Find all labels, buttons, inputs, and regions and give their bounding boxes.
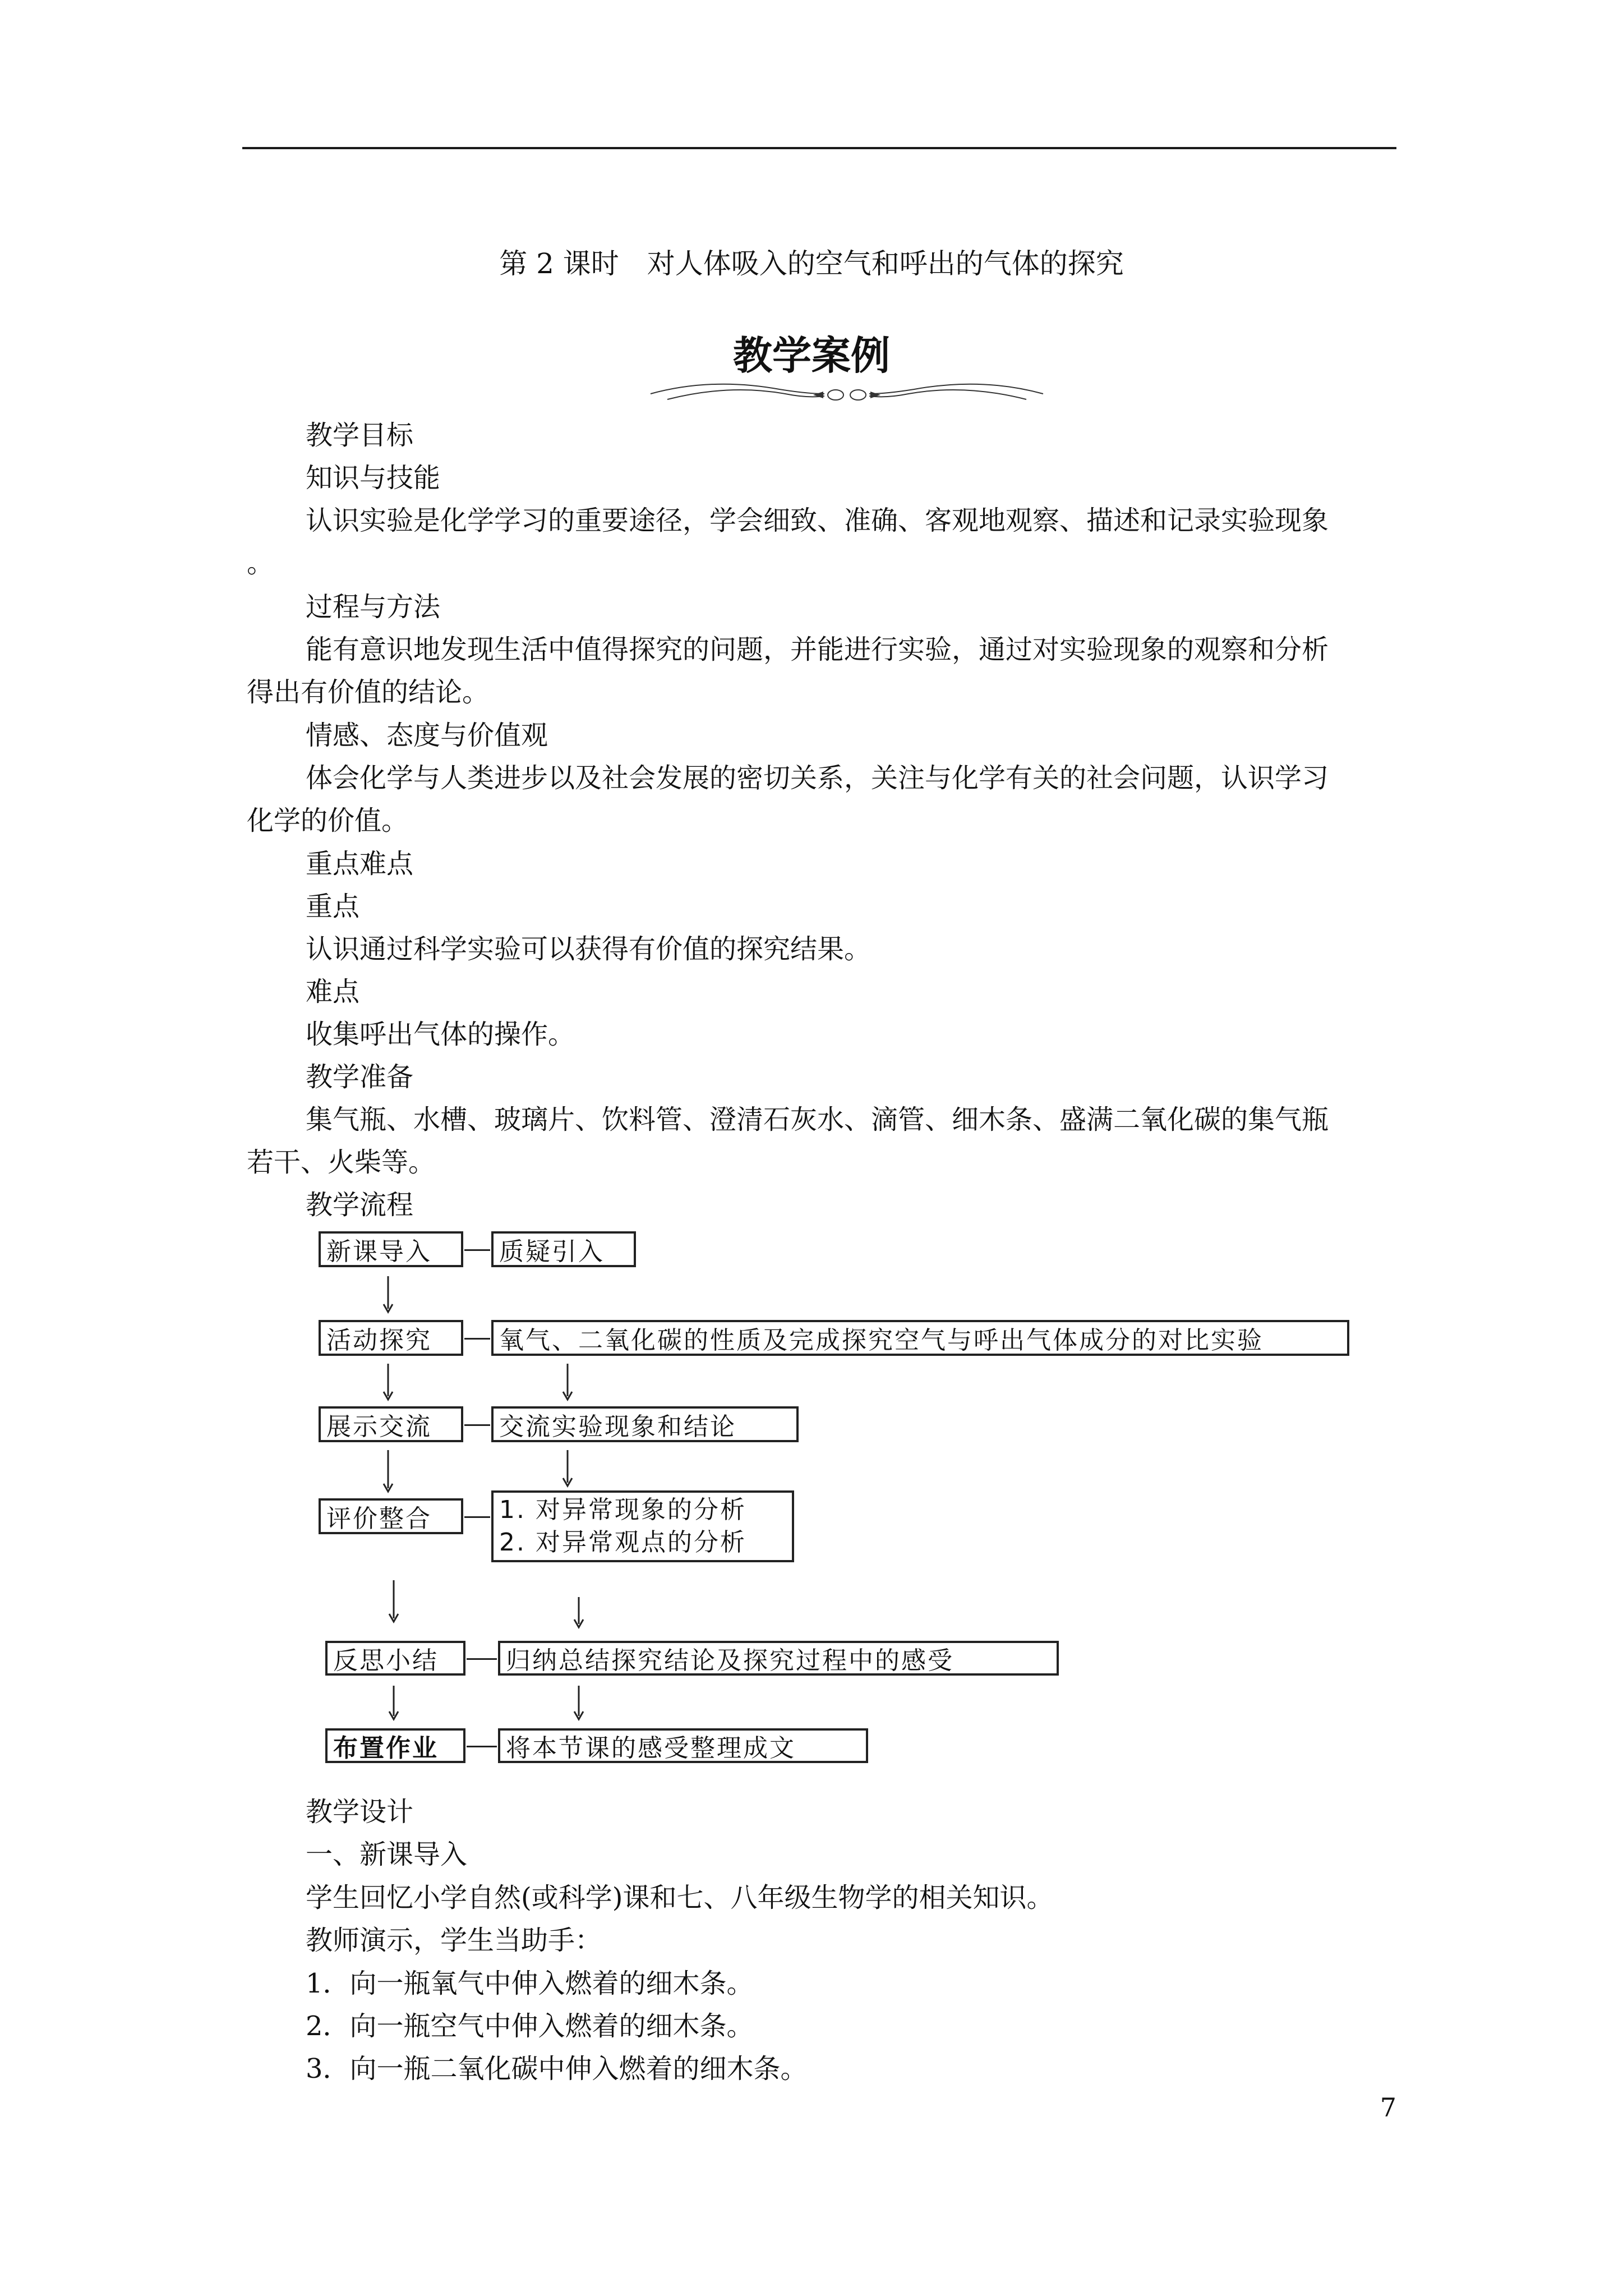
flow-down-arrow-icon xyxy=(381,1275,395,1314)
paragraph-line: 教师演示，学生当助手： xyxy=(306,1925,602,1956)
flow-detail-line: 2. 对异常观点的分析 xyxy=(499,1528,746,1557)
flow-down-arrow-icon xyxy=(572,1596,585,1630)
paragraph-line: 认识实验是化学学习的重要途径，学会细致、准确、客观地观察、描述和记录实验现象 xyxy=(306,505,1329,536)
flow-stage-box: 反思小结 xyxy=(325,1641,465,1676)
flow-stage-box: 评价整合 xyxy=(319,1498,463,1534)
paragraph-line: 化学的价值。 xyxy=(247,805,409,836)
flow-stage-box: 新课导入 xyxy=(319,1231,463,1267)
flow-detail-line: 1. 对异常现象的分析 xyxy=(499,1496,746,1524)
flow-connector xyxy=(464,1424,490,1426)
flow-down-arrow-icon xyxy=(561,1363,574,1402)
paragraph-line: 收集呼出气体的操作。 xyxy=(306,1019,575,1050)
flow-connector xyxy=(464,1249,490,1251)
flow-stage-box: 展示交流 xyxy=(319,1406,463,1442)
lesson-title: 第 2 课时 对人体吸入的空气和呼出的气体的探究 xyxy=(499,247,1124,280)
page-number: 7 xyxy=(1380,2092,1396,2123)
flow-detail-box: 交流实验现象和结论 xyxy=(491,1406,799,1442)
flow-down-arrow-icon xyxy=(387,1685,400,1722)
flow-connector xyxy=(464,1338,490,1340)
flow-down-arrow-icon xyxy=(381,1449,395,1494)
flow-connector xyxy=(467,1746,497,1747)
flow-detail-box: 氧气、二氧化碳的性质及完成探究空气与呼出气体成分的对比实验 xyxy=(491,1320,1349,1356)
heading-key-point: 重点 xyxy=(306,891,360,922)
list-item: 3．向一瓶二氧化碳中伸入燃着的细木条。 xyxy=(306,2053,808,2085)
paragraph-line: 能有意识地发现生活中值得探究的问题，并能进行实验，通过对实验现象的观察和分析 xyxy=(306,634,1329,665)
list-item: 1．向一瓶氧气中伸入燃着的细木条。 xyxy=(306,1968,754,1999)
heading-teaching-goals: 教学目标 xyxy=(306,420,414,451)
flow-down-arrow-icon xyxy=(381,1363,395,1402)
list-item: 2．向一瓶空气中伸入燃着的细木条。 xyxy=(306,2010,754,2042)
heading-key-difficult: 重点难点 xyxy=(306,848,414,880)
paragraph-line: 。 xyxy=(247,547,274,579)
heading-process-method: 过程与方法 xyxy=(306,591,441,623)
flow-down-arrow-icon xyxy=(561,1449,574,1488)
flow-connector xyxy=(467,1658,497,1660)
heading-teaching-design: 教学设计 xyxy=(306,1796,414,1828)
paragraph-line: 体会化学与人类进步以及社会发展的密切关系，关注与化学有关的社会问题，认识学习 xyxy=(306,762,1329,794)
flow-detail-box: 归纳总结探究结论及探究过程中的感受 xyxy=(498,1641,1059,1676)
heading-knowledge-skills: 知识与技能 xyxy=(306,462,441,494)
flow-stage-box: 活动探究 xyxy=(319,1320,463,1356)
header-rule xyxy=(242,147,1396,149)
flow-down-arrow-icon xyxy=(387,1579,400,1624)
flow-detail-box: 将本节课的感受整理成文 xyxy=(498,1728,868,1763)
paragraph-line: 若干、火柴等。 xyxy=(247,1147,436,1178)
paragraph-line: 学生回忆小学自然(或科学)课和七、八年级生物学的相关知识。 xyxy=(306,1882,1054,1913)
paragraph-line: 集气瓶、水槽、玻璃片、饮料管、澄清石灰水、滴管、细木条、盛满二氧化碳的集气瓶 xyxy=(306,1104,1329,1135)
heading-preparation: 教学准备 xyxy=(306,1061,414,1093)
flow-stage-box: 布置作业 xyxy=(325,1728,465,1763)
paragraph-line: 得出有价值的结论。 xyxy=(247,677,490,708)
teaching-flowchart xyxy=(303,1226,1402,1792)
flow-detail-box xyxy=(491,1490,794,1562)
paragraph-line: 认识通过科学实验可以获得有价值的探究结果。 xyxy=(306,933,872,965)
heading-difficult-point: 难点 xyxy=(306,976,360,1007)
heading-emotion-values: 情感、态度与价值观 xyxy=(306,720,548,751)
flow-detail-box: 质疑引入 xyxy=(491,1231,636,1267)
ornament-divider xyxy=(645,371,1049,416)
heading-teaching-flow: 教学流程 xyxy=(306,1189,414,1221)
flow-connector xyxy=(464,1516,490,1518)
flow-down-arrow-icon xyxy=(572,1685,585,1722)
heading-section-one: 一、新课导入 xyxy=(306,1839,468,1870)
banner-title: 教学案例 xyxy=(733,333,890,379)
